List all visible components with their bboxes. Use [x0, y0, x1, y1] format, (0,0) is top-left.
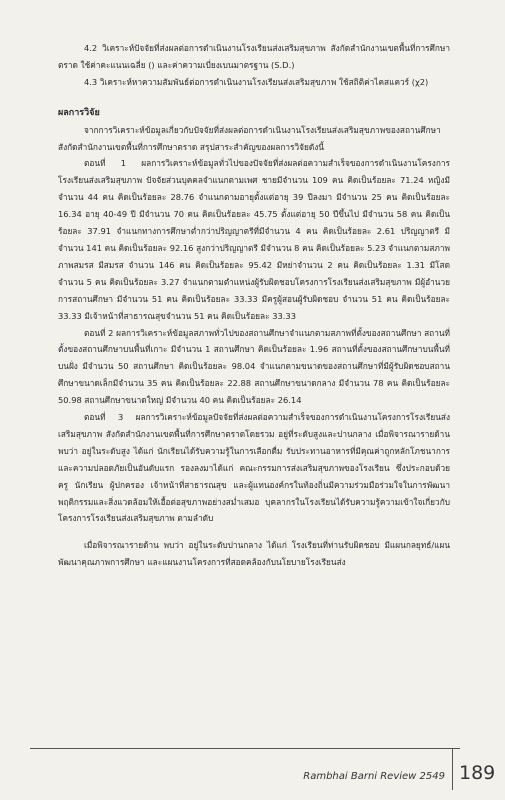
part-3-paragraph: ตอนที่ 3 ผลการวิเคราะห์ข้อมูลปัจจัยที่ส่งผลต่อความสำเร็จของการดำเนินงานโครงการโรงเรียนส่งเสริมสุขภาพ สังกัดสำนักงานเขตพื้นที่การศึกษาตราดโดยรวม อยู่ที่ระดับสูงและปานกลาง เมื่อพิจารณารายด้านพบว่า อยู่ในระดับสูง ได้แก่ นักเรียนได้รับความรู้ในการเลือกดื่ม รับประทานอาหารที่มีคุณค่าถูกหลักโภชนาการ และความปลอดภัยเป็นอันดับแรก รองลงมาได้แก่ คณะกรรมการส่งเสริมสุขภาพของโรงเรียน ซึ่งประกอบด้วย ครู นักเรียน ผู้ปกครอง เจ้าหน้าที่สาธารณสุข และผู้แทนองค์กรในท้องถิ่นมีความร่วมมือร่วมใจในการพัฒนาพฤติกรรมและสิ่งแวดล้อมให้เอื้อต่อสุขภาพอย่างสม่ำเสมอ บุคลากรในโรงเรียนได้รับความรู้ความเข้าใจเกี่ยวกับโครงการโรงเรียนส่งเสริมสุขภาพ ตามลำดับ: [58, 412, 450, 524]
closing-paragraph: เมื่อพิจารณารายด้าน พบว่า อยู่ในระดับปานกลาง ได้แก่ โรงเรียนที่ท่านรับผิดชอบ มีแผนกลยุทธ์/แผนพัฒนาคุณภาพการศึกษา และแผนงานโครงการที่สอดคล้องกับนโยบายโรงเรียนส่ง: [58, 540, 450, 568]
list-item-4-3: 4.3 วิเคราะห์หาความสัมพันธ์ต่อการดำเนินงานโรงเรียนส่งเสริมสุขภาพ ใช้สถิติค่าไคสแควร์ (χ2): [84, 76, 429, 87]
journal-title: Rambhai Barni Review 2549: [303, 771, 445, 782]
list-item-4-2: 4.2 วิเคราะห์ปัจจัยที่ส่งผลต่อการดำเนินงานโรงเรียนส่งเสริมสุขภาพ สังกัดสำนักงานเขตพื้นที่การศึกษาตราด ใช้ค่าคะแนนเฉลี่ย () และค่าความเบี่ยงเบนมาตรฐาน (S.D.): [58, 43, 450, 70]
intro-paragraph: จากการวิเคราะห์ข้อมูลเกี่ยวกับปัจจัยที่ส่งผลต่อการดำเนินงานโรงเรียนส่งเสริมสุขภาพของสถานศึกษา สังกัดสำนักงานเขตพื้นที่การศึกษาตราด สรุปสาระสำคัญของผลการวิจัยดังนี้: [58, 124, 441, 152]
footer-divider: [30, 748, 460, 749]
page-number: 189: [459, 762, 496, 784]
section-heading: ผลการวิจัย: [58, 107, 100, 118]
part-2-paragraph: ตอนที่ 2 ผลการวิเคราะห์ข้อมูลสภาพทั่วไปของสถานศึกษาจำแนกตามสภาพที่ตั้งของสถานศึกษา สถานที่ตั้งของสถานศึกษาบนพื้นที่เกาะ มีจำนวน 1 สถานศึกษา คิดเป็นร้อยละ 1.96 สถานที่ตั้งของสถานศึกษาบนพื้นที่บนฝั่ง มีจำนวน 50 สถานศึกษา คิดเป็นร้อยละ 98.04 จำแนกตามขนาดของสถานศึกษาที่มีผู้รับผิดชอบสถานศึกษาขนาดเล็กมีจำนวน 35 คน คิดเป็นร้อยละ 22.88 สถานศึกษาขนาดกลาง มีจำนวน 78 คน คิดเป็นร้อยละ 50.98 สถานศึกษาขนาดใหญ่ มีจำนวน 40 คน คิดเป็นร้อยละ 26.14: [58, 327, 450, 406]
part-1-paragraph: ตอนที่ 1 ผลการวิเคราะห์ข้อมูลทั่วไปของปัจจัยที่ส่งผลต่อความสำเร็จของการดำเนินงานโครงการโรงเรียนส่งเสริมสุขภาพ ปัจจัยส่วนบุคคลจำแนกตามเพศ ชายมีจำนวน 109 คน คิดเป็นร้อยละ 71.24 หญิงมีจำนวน 44 คน คิดเป็นร้อยละ 28.76 จำแนกตามอายุตั้งแต่อายุ 39 ปีลงมา มีจำนวน 25 คน คิดเป็นร้อยละ 16.34 อายุ 40-49 ปี มีจำนวน 70 คน คิดเป็นร้อยละ 45.75 ตั้งแต่อายุ 50 ปีขึ้นไป มีจำนวน 58 คน คิดเป็นร้อยละ 37.91 จำแนกทางการศึกษาต่ำกว่าปริญญาตรีที่มีจำนวน 4 คน คิดเป็นร้อยละ 2.61 ปริญญาตรี มีจำนวน 141 คน คิดเป็นร้อยละ 92.16 สูงกว่าปริญญาตรี มีจำนวน 8 คน คิดเป็นร้อยละ 5.23 จำแนกตามสภาพภาพสมรส มีสมรส จำนวน 146 คน คิดเป็นร้อยละ 95.42 มีหย่าจำนวน 2 คน คิดเป็นร้อยละ 1.31 มีโสดจำนวน 5 คน คิดเป็นร้อยละ 3.27 จำแนกตามตำแหน่งผู้รับผิดชอบโครงการโรงเรียนส่งเสริมสุขภาพ มีผู้อำนวยการสถานศึกษา มีจำนวน 51 คน คิดเป็นร้อยละ 33.33 มีครูผู้สอนผู้รับผิดชอบ จำนวน 51 คน คิดเป็นร้อยละ 33.33 มีเจ้าหน้าที่สาธารณสุขจำนวน 51 คน คิดเป็นร้อยละ 33.33: [58, 158, 450, 321]
body-text: [58, 40, 450, 571]
footer-vertical-divider: [452, 748, 453, 790]
